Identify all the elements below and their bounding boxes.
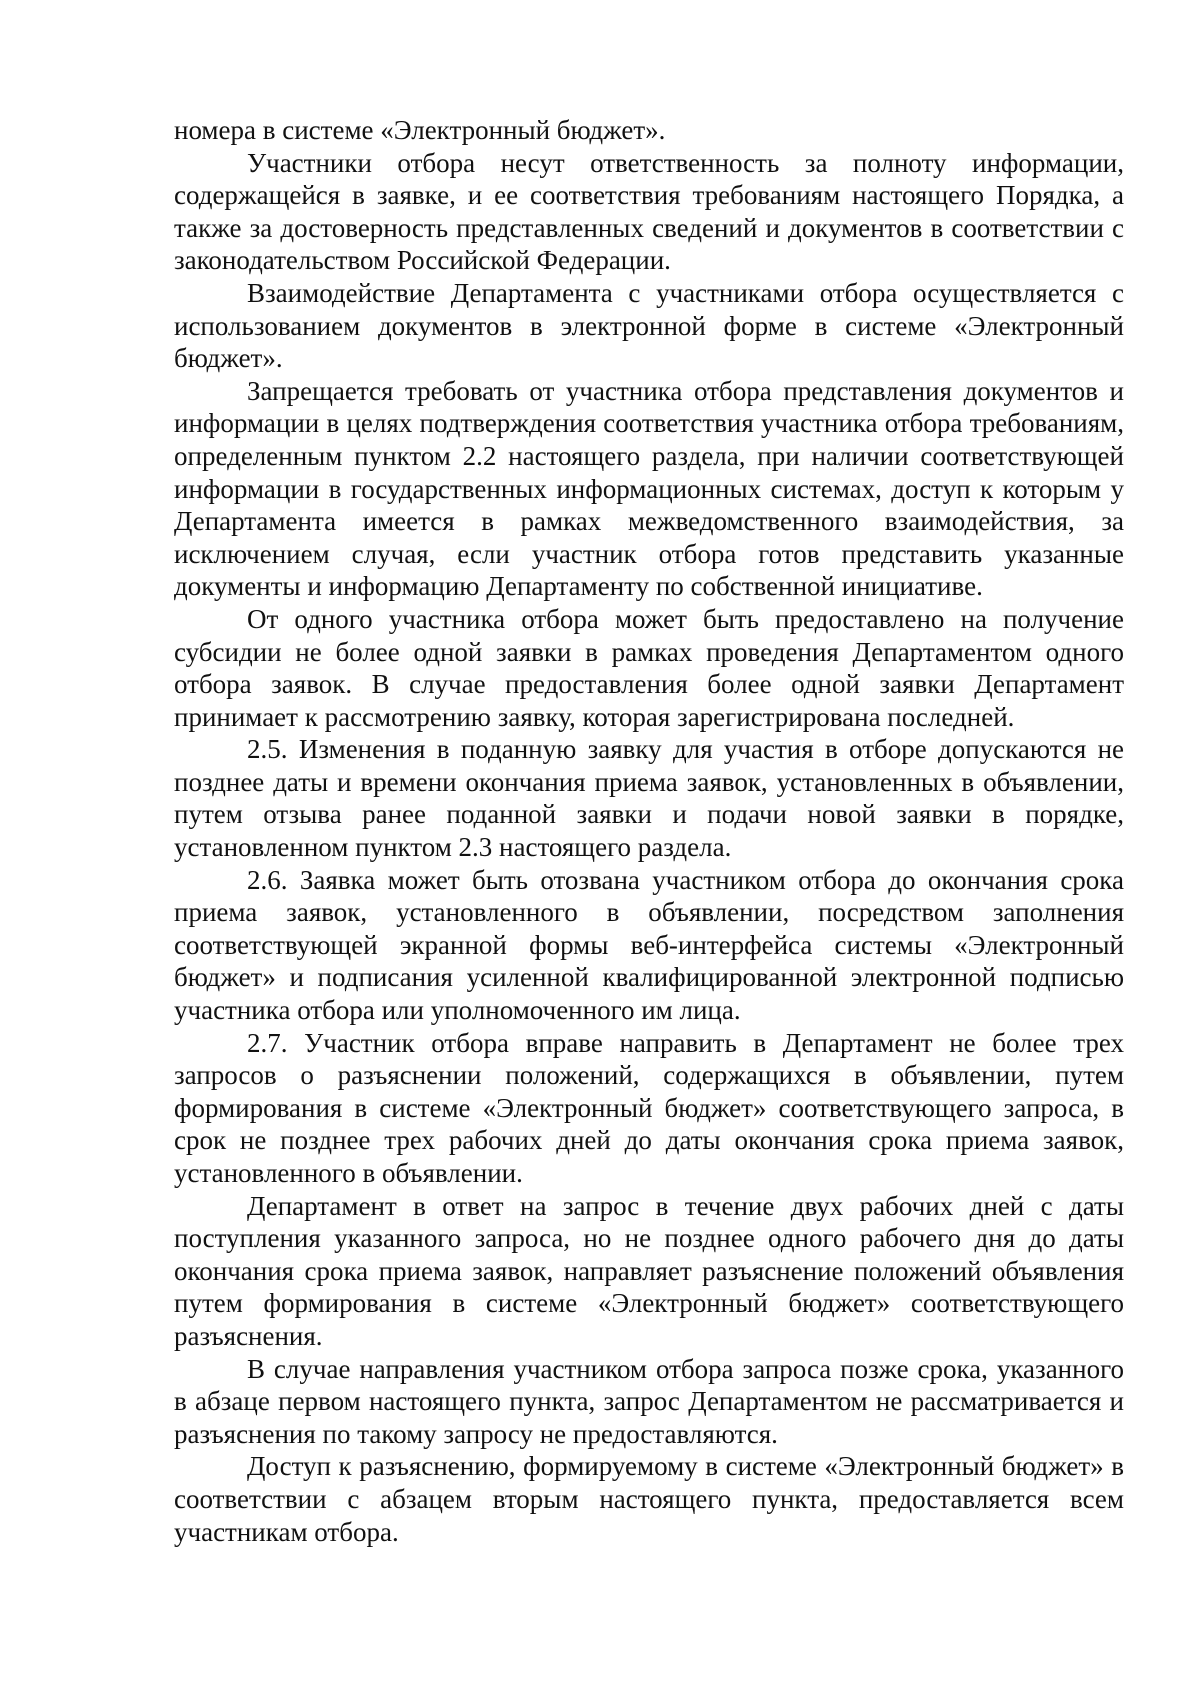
paragraph-continuation: номера в системе «Электронный бюджет». bbox=[174, 115, 666, 145]
paragraph-late-request: В случае направления участником отбора запроса позже срока, указанного в абзаце первом настоящего пункта, запрос Департаментом не рассматривается и разъяснения по такому запросу не предоставляются. bbox=[174, 1353, 1124, 1449]
paragraph-section-2-5: 2.5. Изменения в поданную заявку для участия в отборе допускаются не позднее даты и времени окончания приема заявок, установленных в объявлении, путем отзыва ранее поданной заявки и подачи новой заявки в порядке, установленном пунктом 2.3 настоящего раздела. bbox=[174, 734, 1124, 863]
paragraph-document-requirements: Запрещается требовать от участника отбора представления документов и информации в целях подтверждения соответствия участника отбора требованиям, определенным пунктом 2.2 настоящего раздела, при наличии соответствующей информации в государственных информационных системах, доступ к которым у Департамента имеется в рамках межведомственного взаимодействия, за исключением случая, если участник отбора готов представить указанные документы и информацию Департаменту по собственной инициативе. bbox=[174, 375, 1124, 602]
paragraph-section-2-7: 2.7. Участник отбора вправе направить в Департамент не более трех запросов о разъяснении положений, содержащихся в объявлении, путем формирования в системе «Электронный бюджет» соответствующего запроса, в срок не позднее трех рабочих дней до даты окончания срока приема заявок, установленного в объявлении. bbox=[174, 1027, 1124, 1188]
document-body bbox=[174, 114, 1124, 1548]
paragraph-single-application: От одного участника отбора может быть предоставлено на получение субсидии не более одной заявки в рамках проведения Департаментом одного отбора заявок. В случае предоставления более одной заявки Департамент принимает к рассмотрению заявку, которая зарегистрирована последней. bbox=[174, 603, 1124, 732]
paragraph-participant-responsibility: Участники отбора несут ответственность за полноту информации, содержащейся в заявке, и ее соответствия требованиям настоящего Порядка, а также за достоверность представленных сведений и документов в соответствии с законодательством Российской Федерации. bbox=[174, 147, 1124, 276]
paragraph-electronic-interaction: Взаимодействие Департамента с участниками отбора осуществляется с использованием документов в электронной форме в системе «Электронный бюджет». bbox=[174, 277, 1124, 374]
paragraph-section-2-6: 2.6. Заявка может быть отозвана участником отбора до окончания срока приема заявок, установленного в объявлении, посредством заполнения соответствующей экранной формы веб-интерфейса системы «Электронный бюджет» и подписания усиленной квалифицированной электронной подписью участника отбора или уполномоченного им лица. bbox=[174, 864, 1124, 1026]
paragraph-department-response: Департамент в ответ на запрос в течение двух рабочих дней с даты поступления указанного запроса, но не позднее одного рабочего дня до даты окончания срока приема заявок, направляет разъяснение положений объявления путем формирования в системе «Электронный бюджет» соответствующего разъяснения. bbox=[174, 1190, 1124, 1351]
paragraph-clarification-access: Доступ к разъяснению, формируемому в системе «Электронный бюджет» в соответствии с абзацем вторым настоящего пункта, предоставляется всем участникам отбора. bbox=[174, 1451, 1124, 1547]
